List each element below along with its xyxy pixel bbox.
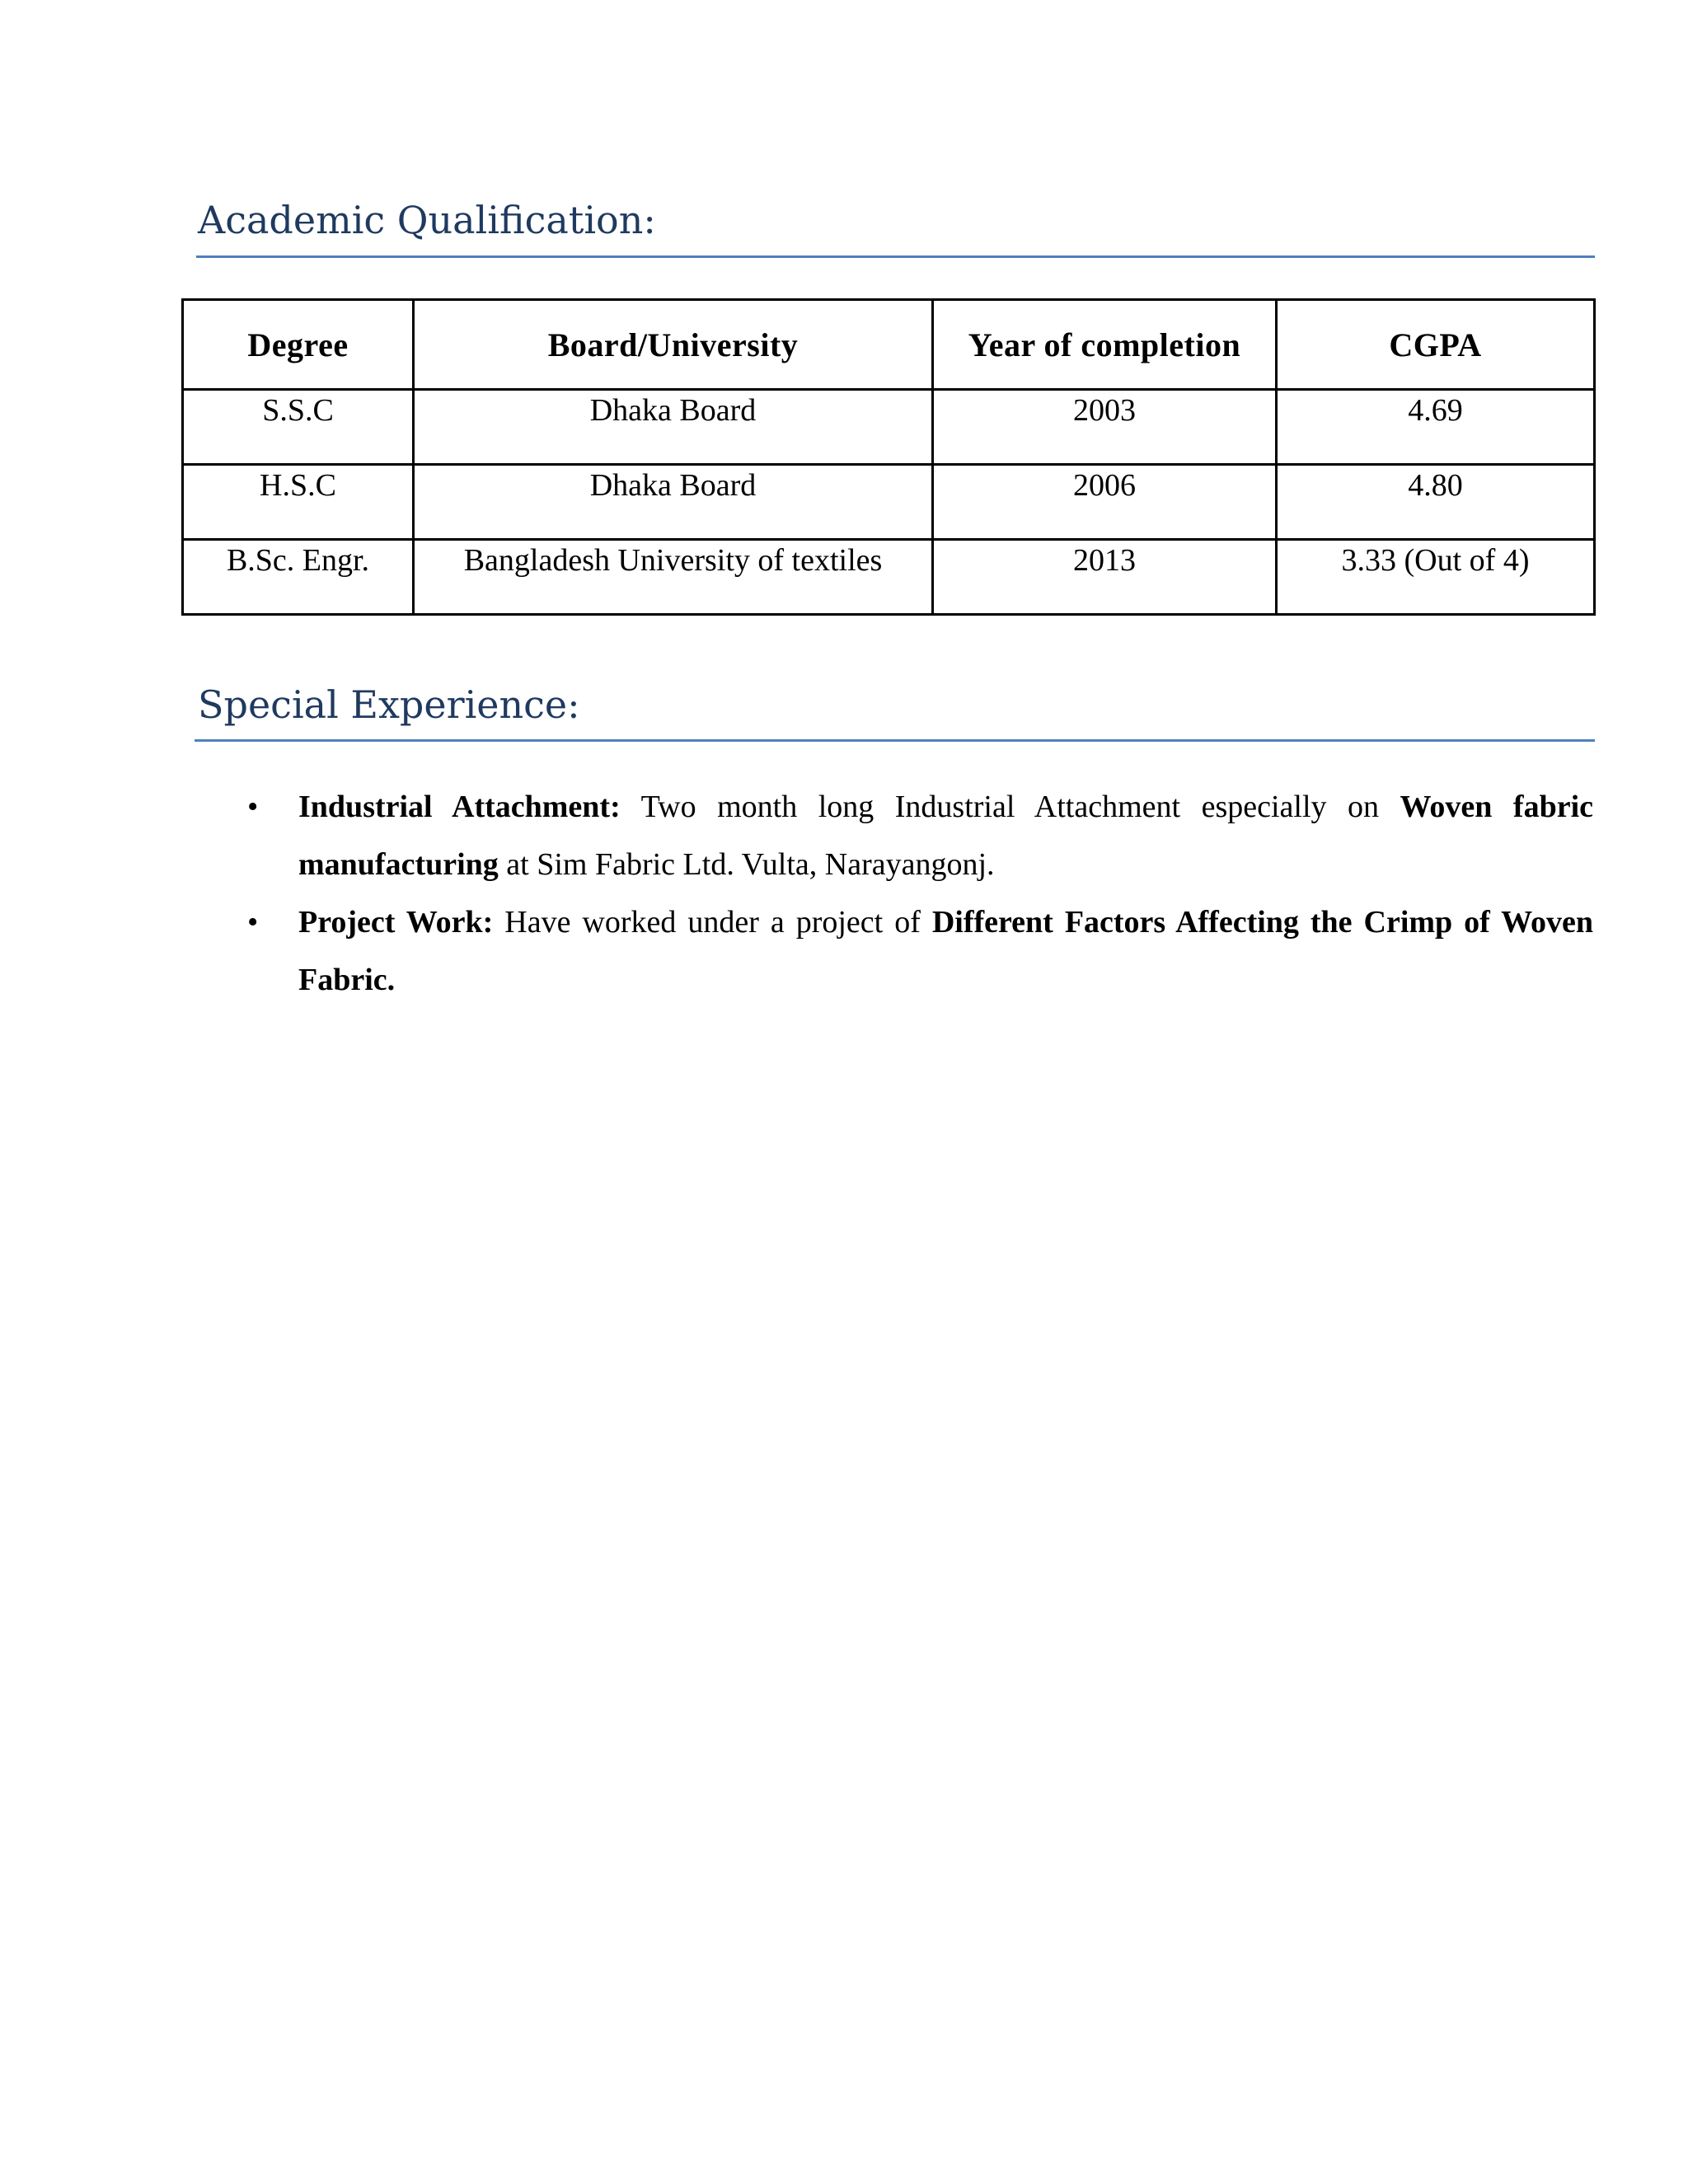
cell-cgpa: 3.33 (Out of 4) [1277,540,1595,615]
table-header-row [183,300,1595,390]
cell-degree: H.S.C [183,465,414,540]
header-board-university: Board/University [414,300,933,390]
list-item-industrial-attachment [247,778,1593,893]
item-bold-text: Woven fabric manufacturing [298,790,1594,882]
cell-year: 2003 [933,390,1277,465]
list-item-project-work [247,893,1593,1009]
header-degree: Degree [183,300,414,390]
item-bold-text: Different Factors Affecting the Crimp of Woven Fabric. [298,905,1594,997]
cell-board: Dhaka Board [414,390,933,465]
cell-degree: B.Sc. Engr. [183,540,414,615]
item-text-after: at Sim Fabric Ltd. Vulta, Narayangonj. [498,847,995,882]
academic-qualification-heading: Academic Qualification: [198,198,656,242]
academic-heading-rule [196,255,1595,258]
bullet-icon: • [247,905,259,940]
item-text: Have worked under a project of [493,905,932,940]
cell-year: 2013 [933,540,1277,615]
experience-heading-rule [195,739,1595,742]
cell-cgpa: 4.69 [1277,390,1595,465]
header-year-of-completion: Year of completion [933,300,1277,390]
cell-year: 2006 [933,465,1277,540]
table-row [183,390,1595,465]
cell-board: Dhaka Board [414,465,933,540]
cell-board: Bangladesh University of textiles [414,540,933,615]
item-label: Project Work: [298,905,494,940]
special-experience-heading: Special Experience: [198,682,580,727]
cell-degree: S.S.C [183,390,414,465]
academic-qualification-table [181,298,1596,616]
item-label: Industrial Attachment: [298,790,621,824]
item-text: Two month long Industrial Attachment especially on [620,790,1400,824]
bullet-icon: • [247,790,259,824]
table-row [183,465,1595,540]
header-cgpa: CGPA [1277,300,1595,390]
table-row [183,540,1595,615]
cell-cgpa: 4.80 [1277,465,1595,540]
experience-list [247,778,1593,1009]
